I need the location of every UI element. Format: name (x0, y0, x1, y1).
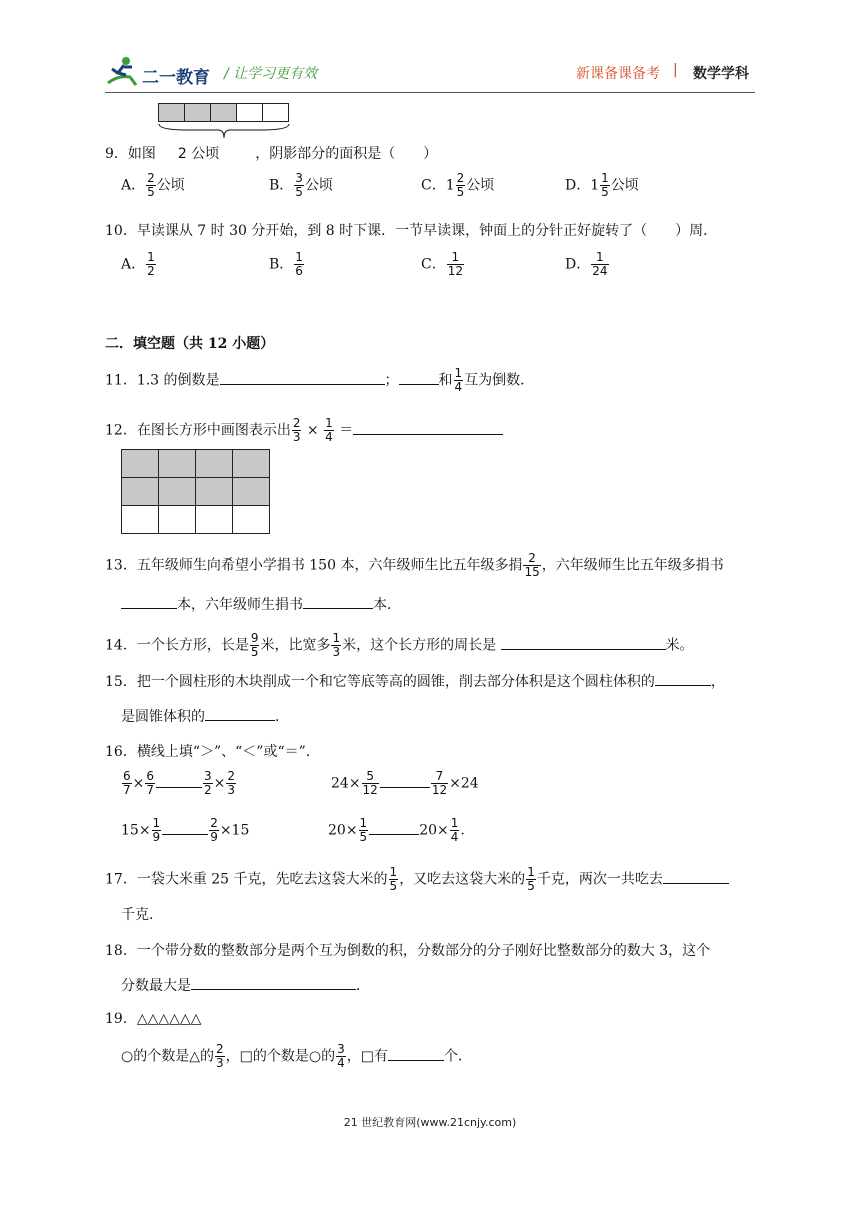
q16-compare-4: 20× $\frac{1}{5}$ 20× $\frac{1}{4}$ . (328, 816, 465, 844)
page-footer: 21 世纪教育网(www.21cnjy.com) (343, 1116, 517, 1129)
q15-blank-1[interactable] (655, 673, 711, 686)
question-19-line-2: ○的个数是△的 $\frac{2}{3}$ ，□的个数是○的 $\frac{3}{4}$ ，□有 个． (121, 1042, 472, 1070)
q16-compare-3: 15× $\frac{1}{9}$ $\frac{2}{9}$ ×15 (121, 816, 250, 844)
q9-option-b[interactable]: B． $\frac{3}{5}$ 公顷 (269, 171, 333, 199)
section-2-heading: 二．填空题（共 12 小题） (105, 336, 275, 352)
q11-blank-2[interactable] (399, 372, 439, 385)
logo-text: 二一教育 (142, 68, 210, 88)
q16-blank-3[interactable] (162, 822, 208, 835)
q14-blank[interactable] (501, 637, 666, 650)
header-course: 新课备课备考 (576, 66, 660, 82)
q13-blank-2[interactable] (303, 596, 373, 609)
q11-blank-1[interactable] (220, 372, 385, 385)
runner-logo-icon (104, 55, 140, 87)
q12-rectangle-grid[interactable] (121, 449, 270, 534)
question-13-line-1: 13．五年级师生向希望小学捐书 150 本，六年级师生比五年级多捐 $\frac{2}{15}$ ，六年级师生比五年级多捐书 (105, 551, 724, 579)
q10-option-c[interactable]: C． $\frac{1}{12}$ (421, 250, 463, 278)
question-17-line-1: 17．一袋大米重 25 千克，先吃去这袋大米的 $\frac{1}{5}$ ，又吃去这袋大米的 $\frac{1}{5}$ 千克，两次一共吃去 (105, 866, 729, 893)
question-15-line-1: 15．把一个圆柱形的木块削成一个和它等底等高的圆锥，削去部分体积是这个圆柱体积的 ， (105, 674, 725, 690)
header-divider (105, 92, 755, 93)
question-13-line-2: 本，六年级师生捐书 本． (121, 594, 401, 614)
question-17-line-2: 千克． (121, 907, 163, 923)
q16-compare-2: 24× $\frac{5}{12}$ $\frac{7}{12}$ ×24 (331, 769, 479, 797)
question-10: 10．早读课从 7 时 30 分开始，到 8 时下课．一节早读课，钟面上的分针正好旋转了（ ）周． (105, 223, 718, 239)
q9-brace-icon (158, 122, 290, 140)
q16-blank-1[interactable] (156, 775, 202, 788)
question-18-line-1: 18．一个带分数的整数部分是两个互为倒数的积，分数部分的分子刚好比整数部分的数大 3，这个 (105, 943, 711, 959)
question-9: 9．如图 2 公顷 ，阴影部分的面积是（ ） (105, 146, 438, 162)
q10-option-b[interactable]: B． $\frac{1}{6}$ (269, 250, 303, 278)
triangles: △△△△△△ (136, 1011, 202, 1027)
q10-option-a[interactable]: A． $\frac{1}{2}$ (121, 250, 155, 278)
question-18-line-2: 分数最大是 ． (121, 978, 370, 994)
header-subject: 数学学科 (693, 66, 749, 82)
question-12: 12．在图长方形中画图表示出 $\frac{2}{3}$ × $\frac{1}{4}$ ＝ (105, 417, 503, 444)
question-16: 16．横线上填“＞”、“＜”或“＝”． (105, 744, 320, 760)
q15-blank-2[interactable] (205, 708, 275, 721)
q19-blank[interactable] (388, 1048, 444, 1061)
question-19-line-1: 19．△△△△△△ (105, 1011, 202, 1027)
q16-blank-4[interactable] (369, 822, 419, 835)
q13-blank-1[interactable] (121, 596, 177, 609)
q9-option-a[interactable]: A． $\frac{2}{5}$ 公顷 (121, 171, 185, 199)
slogan: / 让学习更有效 (224, 66, 318, 82)
question-11: 11．1.3 的倒数是 ； 和 $\frac{1}{4}$ 互为倒数． (105, 366, 535, 394)
q9-option-c[interactable]: C．1 $\frac{2}{5}$ 公顷 (421, 171, 495, 199)
q9-bar-figure (158, 103, 289, 122)
q17-blank[interactable] (663, 871, 729, 884)
question-15-line-2: 是圆锥体积的 ． (121, 709, 289, 725)
header-separator: | (673, 62, 678, 78)
q12-blank[interactable] (353, 422, 503, 435)
q18-blank[interactable] (191, 977, 356, 990)
q10-option-d[interactable]: D． $\frac{1}{24}$ (565, 250, 608, 278)
q16-compare-1: $\frac{6}{7}$ × $\frac{6}{7}$ $\frac{3}{2}$ × $\frac{2}{3}$ (123, 769, 236, 797)
question-14: 14．一个长方形，长是 $\frac{9}{5}$ 米，比宽多 $\frac{1}{3}$ 米，这个长方形的周长是 米。 (105, 631, 694, 659)
q9-brace-label: 2 公顷 (177, 146, 220, 162)
q9-option-d[interactable]: D．1 $\frac{1}{5}$ 公顷 (565, 171, 639, 199)
q16-blank-2[interactable] (380, 775, 430, 788)
